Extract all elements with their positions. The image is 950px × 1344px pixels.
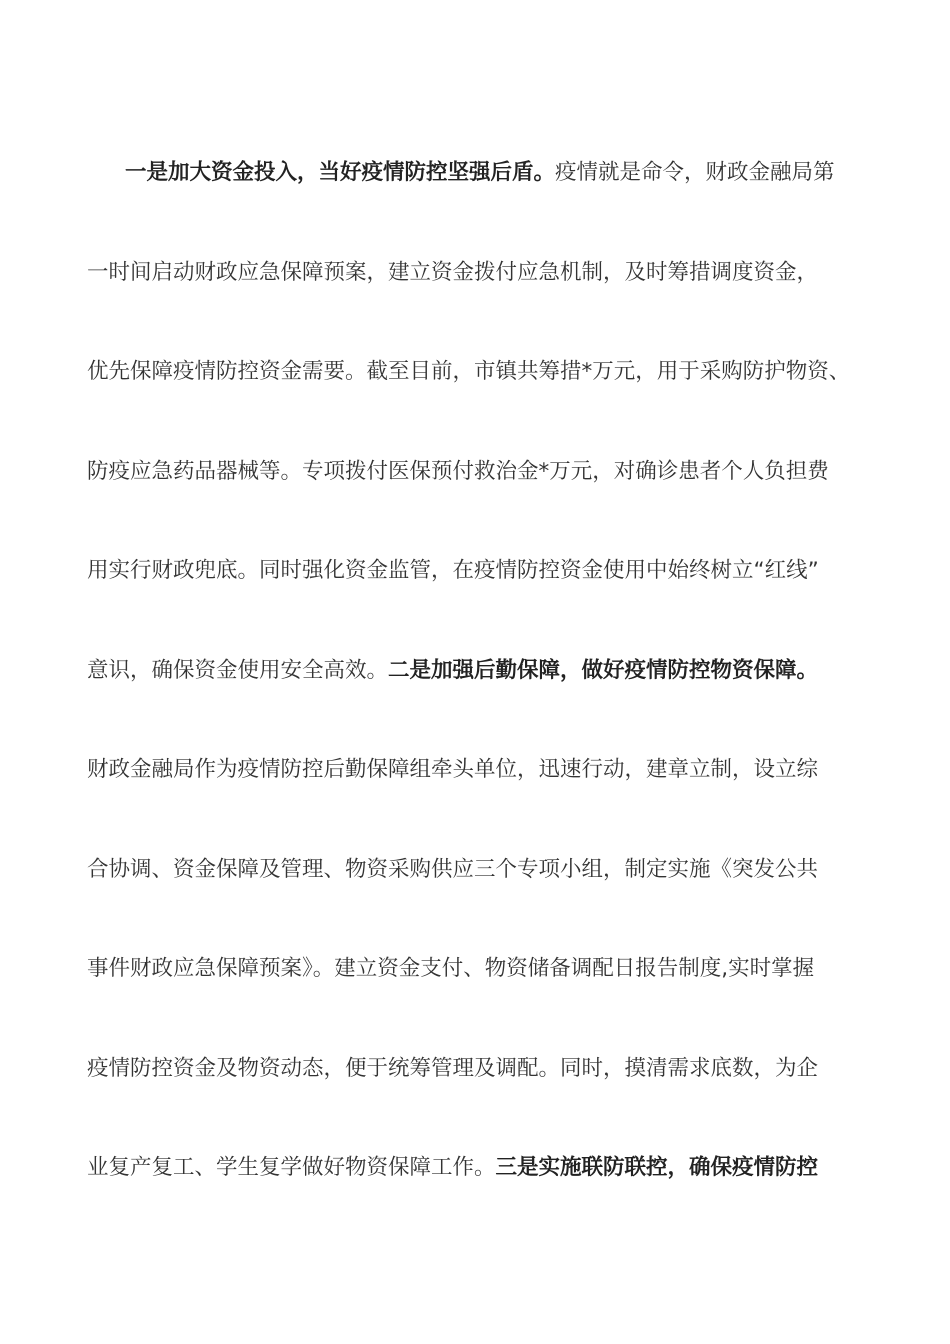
paragraph-line-5 [87, 551, 887, 591]
heading-point-two: 二是加强后勤保障，做好疫情防控物资保障。 [388, 658, 819, 683]
line-text: 疫情就是命令，财政金融局第 [555, 160, 835, 185]
line-text: 优先保障疫情防控资金需要。截至目前，市镇共筹措*万元，用于采购防护物资、 [87, 359, 851, 384]
paragraph-line-1 [125, 153, 925, 193]
paragraph-line-3 [87, 352, 887, 392]
line-text: 事件财政应急保障预案》。建立资金支付、物资储备调配日报告制度,实时掌握 [87, 956, 815, 981]
line-text: 合协调、资金保障及管理、物资采购供应三个专项小组，制定实施《突发公共 [87, 857, 819, 882]
paragraph-line-4 [87, 452, 887, 492]
line-text: 业复产复工、学生复学做好物资保障工作。 [87, 1155, 496, 1180]
line-text: 防疫应急药品器械等。专项拨付医保预付救治金*万元，对确诊患者个人负担费 [87, 459, 829, 484]
line-text: 意识，确保资金使用安全高效。 [87, 658, 389, 683]
paragraph-line-8 [87, 850, 887, 890]
paragraph-line-2 [87, 253, 887, 293]
paragraph-line-11 [87, 1148, 887, 1188]
heading-point-one: 一是加大资金投入，当好疫情防控坚强后盾。 [125, 160, 556, 185]
paragraph-line-9 [87, 949, 887, 989]
paragraph-line-7 [87, 750, 887, 790]
line-text: 疫情防控资金及物资动态，便于统筹管理及调配。同时，摸清需求底数，为企 [87, 1056, 819, 1081]
heading-point-three: 三是实施联防联控，确保疫情防控 [495, 1155, 819, 1180]
line-text: 一时间启动财政应急保障预案，建立资金拨付应急机制，及时筹措调度资金， [87, 260, 819, 285]
line-text: 财政金融局作为疫情防控后勤保障组牵头单位，迅速行动，建章立制，设立综 [87, 757, 819, 782]
line-text: 用实行财政兜底。同时强化资金监管，在疫情防控资金使用中始终树立“红线” [87, 558, 819, 583]
paragraph-line-10 [87, 1049, 887, 1089]
paragraph-line-6 [87, 651, 887, 691]
